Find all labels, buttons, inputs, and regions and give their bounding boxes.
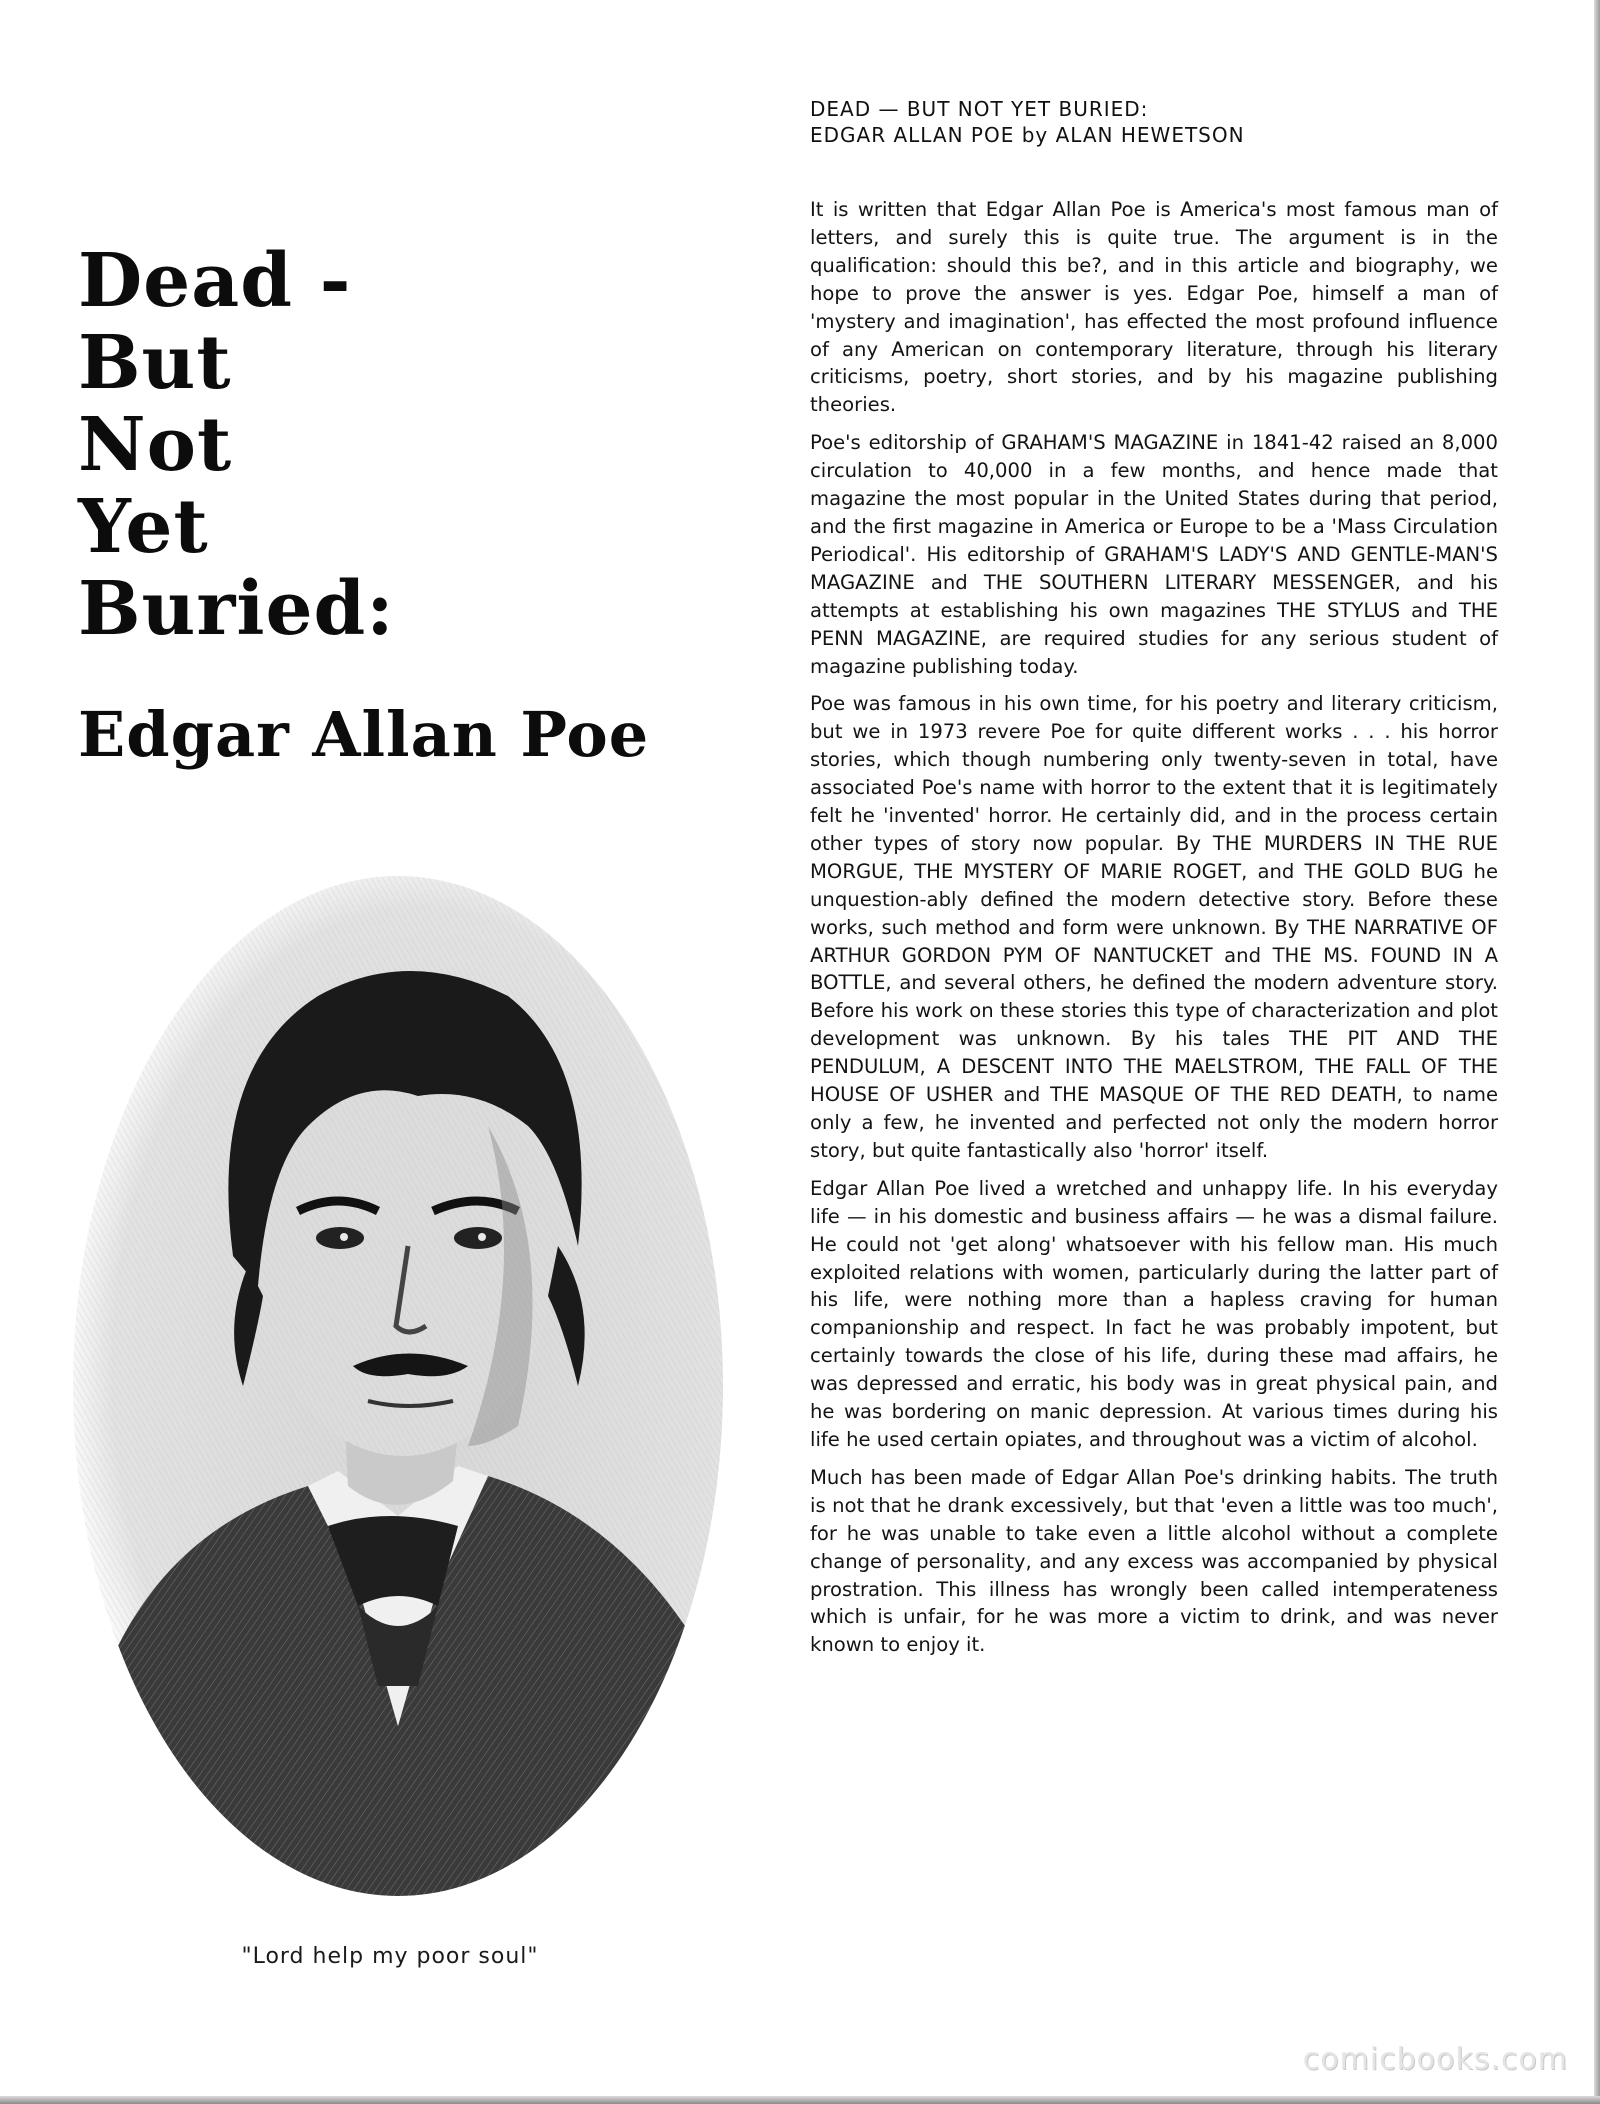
page-edge-bottom: [0, 2096, 1600, 2104]
article-paragraph: It is written that Edgar Allan Poe is America's most famous man of letters, and surely this is quite true. The argument is in the qualification: should this be?, and in this article and biography, we hope to prove the answer is yes. Edgar Poe, himself a man of 'mystery and imagination', has effected the most profound influence of any American on contemporary literature, through his literary criticisms, poetry, short stories, and by his magazine publishing theories.: [810, 198, 1498, 417]
title-line-yet: Yet: [78, 484, 209, 570]
article-paragraph: Poe was famous in his own time, for his poetry and literary criticism, but we in 1973 revere Poe for quite different works . . . his horror stories, which though numbering only twenty-seven in total, have associated Poe's name with horror to the extent that it is legitimately felt he 'invented' horror. He certainly did, and in the process certain other types of story now popular. By THE MURDERS IN THE RUE MORGUE, THE MYSTERY OF MARIE ROGET, and THE GOLD BUG he unquestion-ably defined the modern detective story. Before these works, such method and form were unknown. By THE NARRATIVE OF ARTHUR GORDON PYM OF NANTUCKET and THE MS. FOUND IN A BOTTLE, and several others, he defined the modern adventure story. Before his work on these stories this type of characterization and plot development was unknown. By his tales THE PIT AND THE PENDULUM, A DESCENT INTO THE MAELSTROM, THE FALL OF THE HOUSE OF USHER and THE MASQUE OF THE RED DEATH, to name only a few, he invented and perfected not only the modern horror story, but quite fantastically also 'horror' itself.: [810, 692, 1498, 1162]
header-title-line: DEAD — BUT NOT YET BURIED:: [810, 97, 1149, 121]
article-title: [78, 240, 638, 650]
title-line-buried: Buried:: [78, 566, 395, 652]
article-body: [810, 196, 1498, 1669]
header-byline: EDGAR ALLAN POE by ALAN HEWETSON: [810, 123, 1245, 147]
title-line-not: Not: [78, 402, 233, 488]
article-paragraph: Poe's editorship of GRAHAM'S MAGAZINE in 1841-42 raised an 8,000 circulation to 40,000 in a few months, and hence made that magazine the most popular in the United States during that period, and the first magazine in America or Europe to be a 'Mass Circulation Periodical'. His editorship of GRAHAM'S LADY'S AND GENTLE-MAN'S MAGAZINE and THE SOUTHERN LITERARY MESSENGER, and his attempts at establishing his own magazines THE STYLUS and THE PENN MAGAZINE, are required studies for any serious student of magazine publishing today.: [810, 431, 1498, 678]
page-edge-right: [1594, 0, 1600, 2104]
portrait-caption: "Lord help my poor soul": [241, 1944, 539, 1969]
article-subtitle: Edgar Allan Poe: [78, 698, 650, 771]
article-paragraph: Much has been made of Edgar Allan Poe's drinking habits. The truth is not that he drank excessively, but that 'even a little was too much', for he was unable to take even a little alcohol without a complete change of personality, and any excess was accompanied by physical prostration. This illness has wrongly been called intemperateness which is unfair, for he was more a victim to drink, and was never known to enjoy it.: [810, 1465, 1498, 1657]
article-paragraph: Edgar Allan Poe lived a wretched and unhappy life. In his everyday life — in his domestic and business affairs — he was a dismal failure. He could not 'get along' whatsoever with his fellow man. His much exploited relations with women, particularly during the latter part of his life, were nothing more than a hapless craving for human companionship and respect. In fact he was probably impotent, but certainly towards the close of his life, during these mad affairs, he was depressed and erratic, his body was in great physical pain, and he was bordering on manic depression. At various times during his life he used certain opiates, and throughout was a victim of alcohol.: [810, 1176, 1498, 1451]
poe-portrait-icon: [58, 826, 788, 1920]
source-watermark: comicbooks.com: [1302, 2042, 1568, 2077]
article-header: [810, 96, 1510, 148]
title-line-dead: Dead -: [78, 238, 352, 324]
title-line-but: But: [78, 320, 232, 406]
